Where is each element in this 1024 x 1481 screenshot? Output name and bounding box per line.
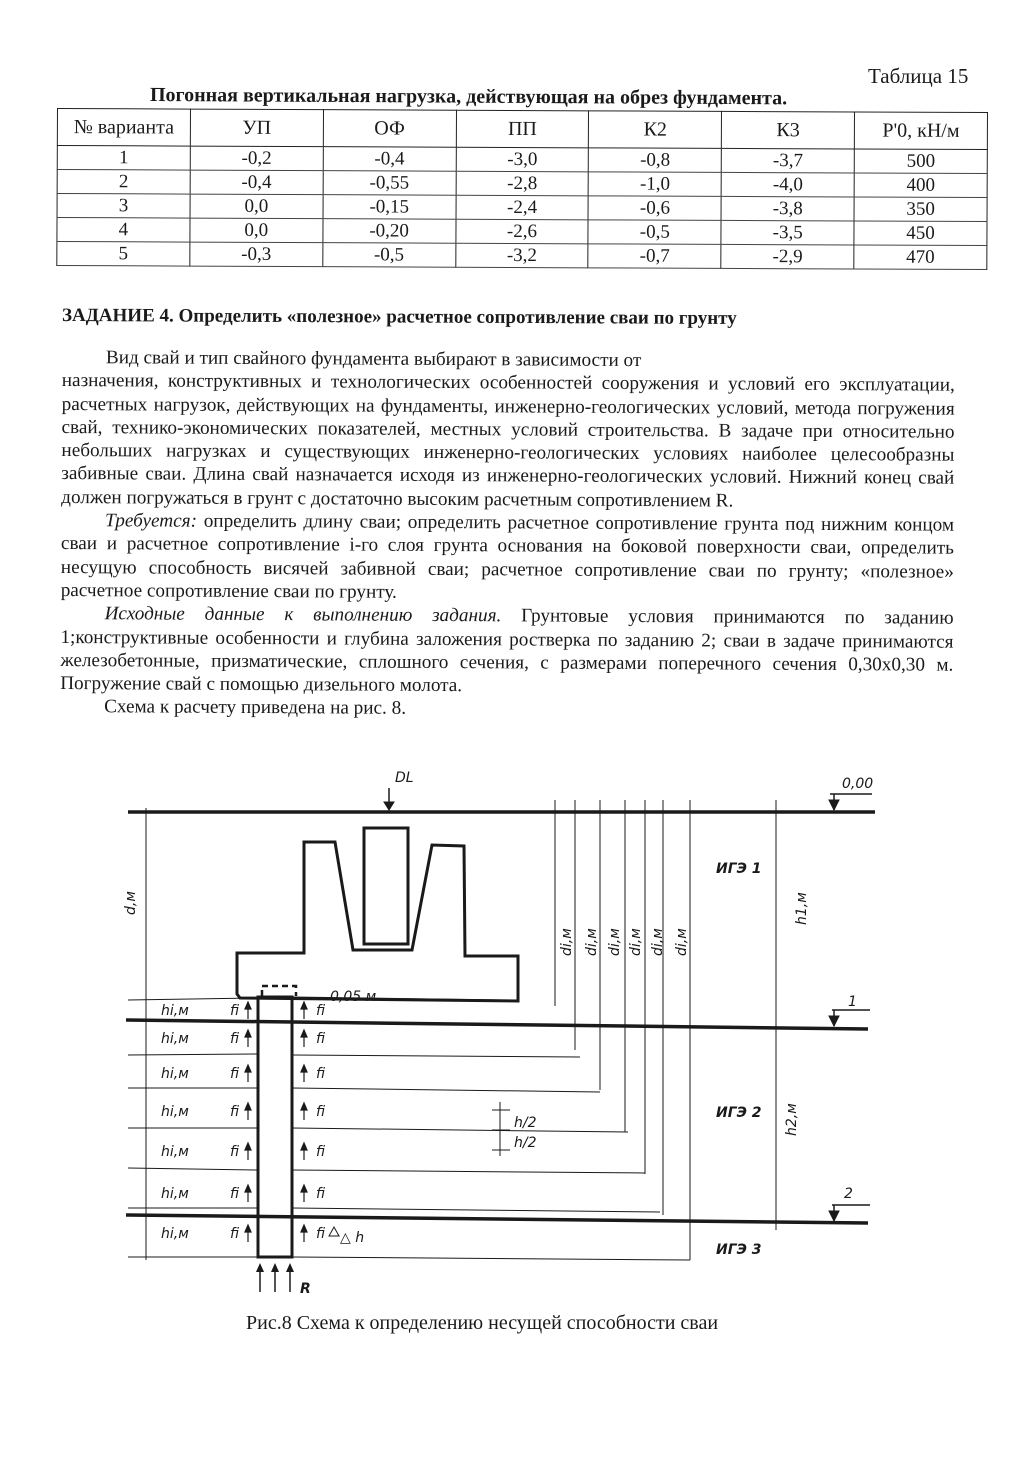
hi-label: hi,м	[161, 1066, 189, 1082]
paragraph-scheme-ref: Схема к расчету приведена на рис. 8.	[104, 696, 407, 720]
fi-label-left: fi	[230, 1031, 240, 1047]
table-cell: 3	[57, 194, 190, 219]
table-cell: -0,55	[323, 171, 456, 196]
fi-label-left: fi	[230, 1066, 240, 1082]
table-cell: -3,7	[722, 148, 855, 173]
table-cell: -1,0	[589, 172, 722, 197]
half-h-markers	[492, 1102, 510, 1156]
table-cell: 450	[854, 221, 987, 246]
fi-arrow-head	[301, 1002, 307, 1009]
fi-arrow-head	[301, 1065, 307, 1072]
fi-label-right: fi	[316, 1186, 326, 1202]
layer-boundary-1	[126, 1020, 868, 1029]
mark-2-label: 2	[844, 1186, 853, 1202]
offset-label: 0,05 м	[330, 989, 377, 1005]
table-cell: -0,4	[323, 147, 456, 172]
table-cell: -3,0	[456, 147, 589, 172]
table-cell: -2,8	[456, 171, 589, 196]
fi-arrow-head	[245, 1030, 251, 1037]
table-cell: 0,0	[190, 194, 323, 219]
table-cell: 470	[854, 245, 987, 270]
table-cell: -3,5	[721, 220, 854, 245]
table-row	[57, 242, 987, 270]
table-cell: -3,2	[455, 243, 588, 268]
fi-label-left: fi	[230, 1186, 240, 1202]
zero-level-label: 0,00	[842, 776, 874, 792]
figure-caption: Рис.8 Схема к определению несущей способности сваи	[246, 1312, 719, 1334]
fi-label-right: fi	[316, 1104, 326, 1120]
dl-label: DL	[395, 770, 414, 786]
table-cell: 500	[854, 149, 987, 174]
dl-arrow-head	[384, 802, 394, 810]
table-cell: 400	[854, 173, 987, 198]
fi-arrow-head	[301, 1143, 307, 1150]
di-label: di,м	[674, 928, 690, 956]
table-caption: Погонная вертикальная нагрузка, действующая на обрез фундамента.	[149, 84, 788, 110]
hi-label: hi,м	[161, 1186, 189, 1202]
mark-1-arrow	[829, 1016, 839, 1026]
delta-h-label: △ h	[340, 1230, 365, 1246]
fi-label-right: fi	[316, 1066, 326, 1082]
half-h-label: h/2	[514, 1115, 537, 1131]
table-header-cell: К2	[589, 111, 722, 149]
fi-arrow-head	[245, 1002, 251, 1009]
table-cell: -0,8	[589, 148, 722, 173]
paragraph-first-line: Вид свай и тип свайного фундамента выбирают в зависимости от	[105, 347, 642, 372]
table-cell: 2	[57, 170, 190, 195]
paragraph-required	[61, 509, 954, 607]
di-label: di,м	[584, 928, 600, 956]
table-header-cell: ПП	[456, 110, 589, 148]
ige1-label: ИГЭ 1	[716, 861, 762, 877]
table-cell: -0,4	[190, 170, 323, 195]
h2-label: h2,м	[784, 1103, 800, 1136]
ige3-label: ИГЭ 3	[716, 1242, 762, 1258]
table-cell: -0,7	[588, 244, 721, 269]
fi-label-left: fi	[230, 1144, 240, 1160]
table-cell: 4	[57, 218, 190, 243]
delta-h-triangle	[329, 1227, 339, 1236]
load-table	[56, 108, 988, 270]
h1-label: h1,м	[794, 892, 810, 925]
fi-arrow-head	[301, 1030, 307, 1037]
table-cell: -0,5	[588, 220, 721, 245]
table-cell: -2,4	[456, 195, 589, 220]
fi-arrow-head	[301, 1103, 307, 1110]
table-cell: -0,15	[323, 195, 456, 220]
required-text: определить длину сваи; определить расчетное сопротивление грунта под нижним концом сваи и расчетное сопротивление i-го слоя грунта основания на боковой поверхности сваи, определить несущую способность висячей забивной сваи; расчетное сопротивление сваи по грунту; «полезное» расчетное сопротивление сваи по грунту.	[60, 510, 955, 603]
fi-arrow-head	[245, 1103, 251, 1110]
table-header-row	[57, 109, 987, 150]
foundation-outline	[237, 842, 518, 1001]
mark-2-arrow	[829, 1211, 839, 1221]
fi-label-right: fi	[316, 1144, 326, 1160]
r-arrow-heads	[256, 1263, 294, 1272]
table-cell: -0,2	[190, 146, 323, 171]
pile-head-dashed	[262, 986, 296, 996]
di-dimension-lines	[555, 800, 690, 1260]
table-cell: -2,6	[456, 219, 589, 244]
d-label: d,м	[123, 891, 139, 915]
fi-label-left: fi	[230, 1104, 240, 1120]
di-label: di,м	[559, 928, 575, 956]
table-cell: 0,0	[190, 218, 323, 243]
fi-label-right: fi	[316, 1031, 326, 1047]
fi-arrows	[245, 1002, 307, 1242]
table-header-cell: К3	[722, 111, 855, 149]
table-cell: 5	[57, 242, 190, 267]
table-cell: -0,6	[588, 196, 721, 221]
paragraph-initial-data	[60, 602, 953, 700]
table-header-cell: УП	[190, 109, 323, 147]
mark-1-label: 1	[848, 994, 857, 1010]
fi-arrow-head	[301, 1225, 307, 1232]
paragraph-intro: назначения, конструктивных и технологических особенностей сооружения и условий его эксплуатации, расчетных нагрузок, действующих на фундаменты, инженерно-геологических условий, метода погружения свай, технико-экономических показателей, местных условий строительства. В задаче при относительно небольших нагрузках и существующих инженерно-геологических условиях наиболее целесообразны забивные сваи. Длина свай назначается исходя из инженерно-геологических условий. Нижний конец свай должен погружаться в грунт с достаточно высоким расчетным сопротивлением R.	[61, 370, 955, 512]
half-h-label: h/2	[514, 1135, 537, 1151]
table-cell: -0,20	[323, 219, 456, 244]
fi-label-left: fi	[230, 1226, 240, 1242]
fi-arrow-head	[245, 1225, 251, 1232]
initial-data-text: Грунтовые условия принимаются по заданию 1;конструктивные особенности и глубина заложения ростверка по заданию 2; сваи в задаче принимаются железобетонные, призматические, сплошного сечения, с размерами поперечного сечения 0,30х0,30 м. Погружение свай с помощью дизельного молота.	[60, 605, 954, 697]
hi-label: hi,м	[161, 1031, 189, 1047]
di-label: di,м	[628, 928, 644, 956]
table-cell: -0,5	[323, 243, 456, 268]
fi-arrow-head	[245, 1185, 251, 1192]
fi-label-right: fi	[316, 1226, 326, 1242]
fi-arrow-head	[245, 1143, 251, 1150]
di-label: di,м	[650, 928, 666, 956]
table-cell: 1	[57, 146, 190, 171]
hi-label: hi,м	[161, 1144, 189, 1160]
table-cell: -0,3	[190, 242, 323, 267]
di-label: di,м	[607, 928, 623, 956]
table-header-cell: P'0, кН/м	[854, 112, 987, 150]
task-body	[60, 346, 955, 723]
required-label: Требуется:	[105, 510, 198, 532]
hi-label: hi,м	[161, 1226, 189, 1242]
fi-arrow-head	[301, 1185, 307, 1192]
pile-scheme-figure	[0, 760, 1024, 1310]
hi-label: hi,м	[161, 1104, 189, 1120]
fi-label-left: fi	[230, 1003, 240, 1019]
fi-label-right: fi	[316, 1003, 326, 1019]
hi-label: hi,м	[161, 1003, 189, 1019]
layer-boundary-2	[126, 1215, 868, 1223]
column	[364, 828, 408, 944]
task-title: ЗАДАНИЕ 4. Определить «полезное» расчетное сопротивление сваи по грунту	[61, 305, 737, 329]
table-cell: -2,9	[721, 244, 854, 269]
fi-arrow-head	[245, 1065, 251, 1072]
zero-level-arrow	[829, 800, 839, 810]
table-cell: -4,0	[721, 172, 854, 197]
table-cell: 350	[854, 197, 987, 222]
ige2-label: ИГЭ 2	[716, 1105, 762, 1121]
initial-data-label: Исходные данные к выполнению задания.	[104, 603, 502, 627]
table-header-cell: ОФ	[323, 110, 456, 148]
table-number: Таблица 15	[868, 64, 969, 88]
table-cell: -3,8	[721, 196, 854, 221]
r-label: R	[300, 1281, 311, 1297]
table-header-cell: № варианта	[57, 109, 190, 147]
